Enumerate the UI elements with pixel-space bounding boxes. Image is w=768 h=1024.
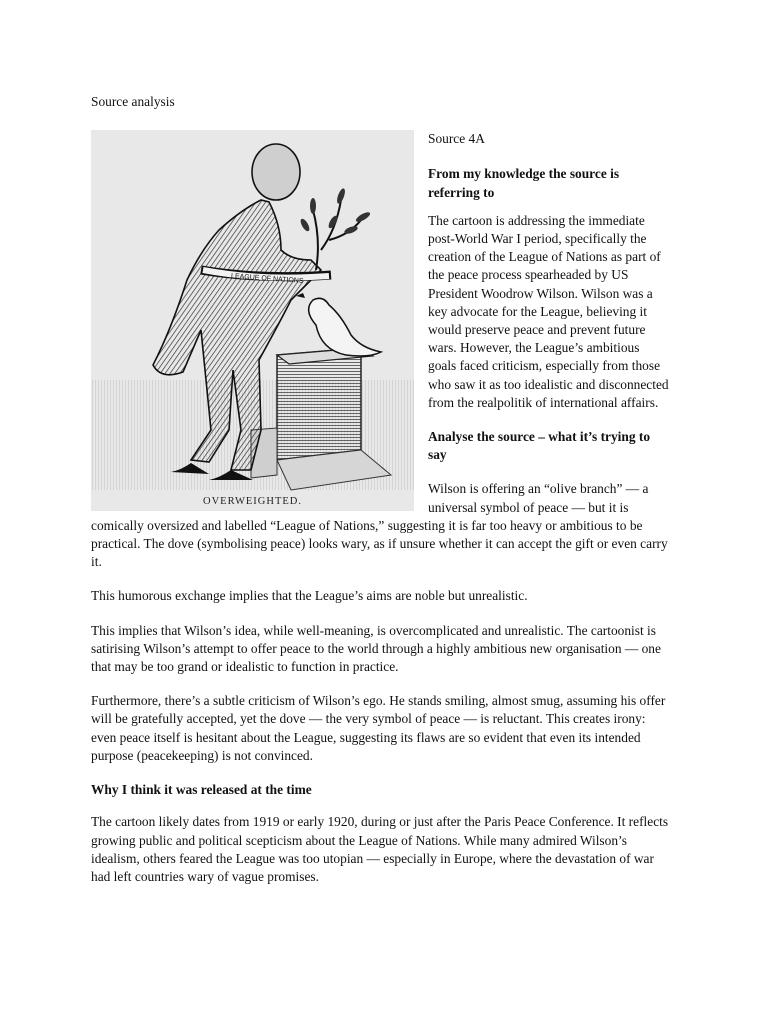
branch-label: LEAGUE OF NATIONS [230, 273, 304, 286]
cartoon-image [91, 130, 414, 511]
document-body [91, 93, 671, 902]
paragraph-analyse-3: This implies that Wilson’s idea, while well-meaning, is overcomplicated and unrealistic. The cartoonist is satirising Wilson’s attempt to offer peace to the world through a highly ambitious new organisation — one that may be too grand or idealistic to function in practice. [91, 622, 661, 675]
source-label: Source 4A [428, 131, 485, 147]
paragraph-knowledge: The cartoon is addressing the immediate post-World War I period, specifically the creation of the League of Nations as part of the peace process spearheaded by US President Woodrow Wilson. Wilson was a key advocate for the League, believing it would preserve peace and prevent future wars. However, the League’s ambitious goals faced criticism, especially from those who saw it as too idealistic and disconnected from the realpolitik of international affairs. [428, 212, 669, 410]
cartoon-caption: OVERWEIGHTED. [202, 496, 303, 508]
paragraph-analyse-1: Wilson is offering an “olive branch” — a universal symbol of peace — but it is comically oversized and labelled “League of Nations,” suggesting it is far too heavy or ambitious to be practical. The dove (symbolising peace) looks wary, as if unsure whether it can accept the gift or even carry it. [91, 481, 668, 570]
heading-analyse: Analyse the source – what it’s trying to say [428, 429, 651, 463]
document-title: Source analysis [91, 94, 175, 109]
heading-released: Why I think it was released at the time [91, 782, 312, 798]
paragraph-released: The cartoon likely dates from 1919 or early 1920, during or just after the Paris Peace Conference. It reflects growing public and political scepticism about the League of Nations. While many admired Wilson’s idealism, others feared the League was too utopian — especially in Europe, where the devastation of war had left countries wary of vague promises. [91, 814, 669, 884]
paragraph-analyse-2: This humorous exchange implies that the League’s aims are noble but unrealistic. [91, 588, 528, 604]
heading-knowledge: From my knowledge the source is referring to [428, 166, 620, 200]
paragraph-analyse-4: Furthermore, there’s a subtle criticism of Wilson’s ego. He stands smiling, almost smug, assuming his offer will be gratefully accepted, yet the dove — the very symbol of peace — is reluctant. This creates irony: even peace itself is hesitant about the League, suggesting its flaws are so evident that even its intended purpose (peacekeeping) is not convinced. [91, 693, 666, 763]
cartoon-illustration [91, 130, 414, 511]
